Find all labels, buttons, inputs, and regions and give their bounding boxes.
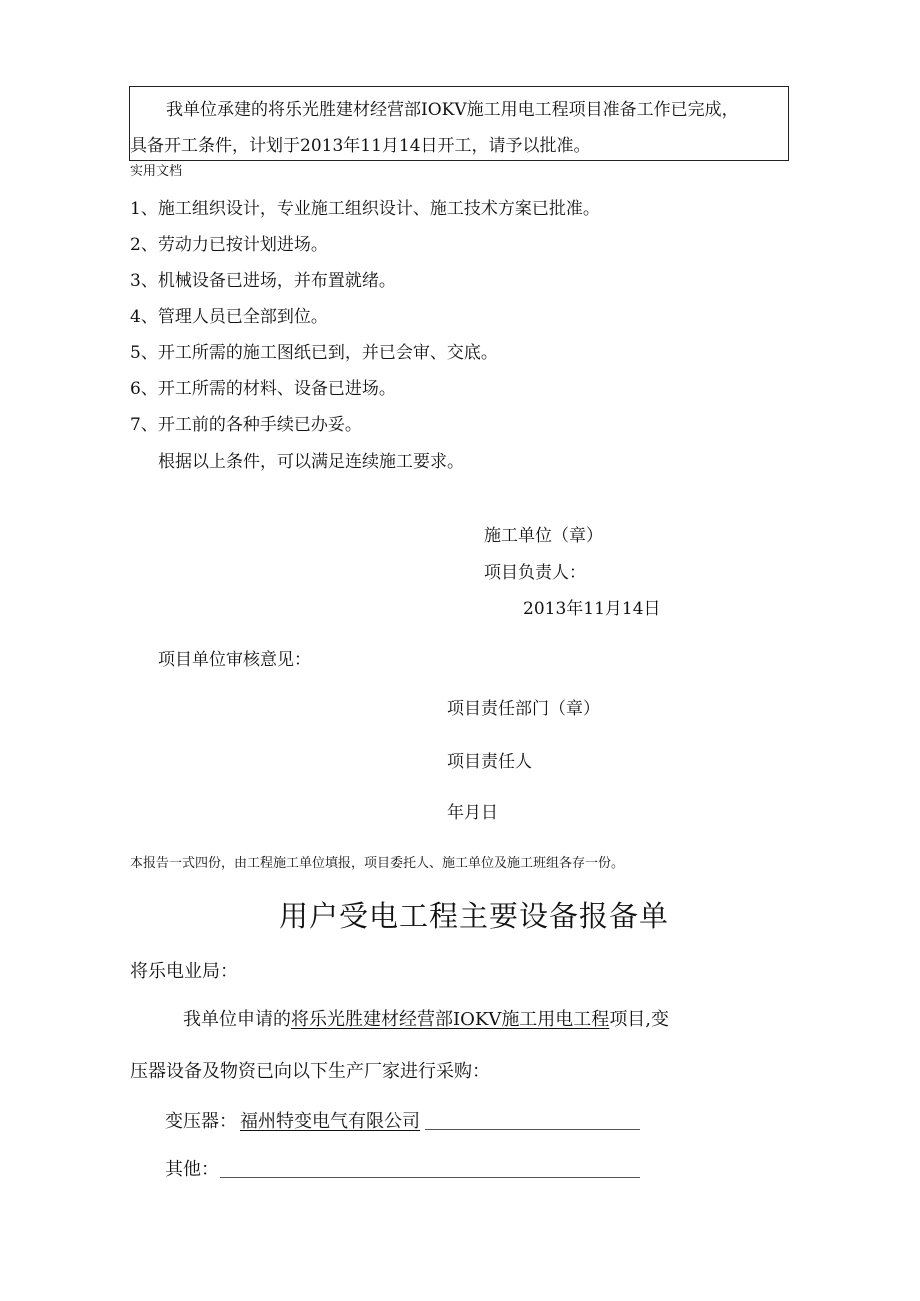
condition-item: 3、机械设备已进场，并布置就绪。 [130, 271, 396, 291]
transformer-value: 福州特变电气有限公司 [240, 1111, 420, 1132]
body-suffix: 项目,变 [609, 1009, 670, 1030]
project-name: 将乐光胜建材经营部IOKV施工用电工程 [291, 1009, 610, 1030]
report-note: 本报告一式四份，由工程施工单位填报，项目委托人、施工单位及施工班组各存一份。 [130, 856, 625, 871]
condition-item: 2、劳动力已按计划进场。 [130, 235, 328, 255]
other-label: 其他： [165, 1159, 219, 1180]
project-manager-label: 项目负责人： [484, 563, 586, 583]
body-prefix: 我单位申请的 [183, 1009, 291, 1030]
condition-item: 4、管理人员已全部到位。 [130, 307, 328, 327]
review-person-label: 项目责任人 [447, 752, 532, 772]
construction-unit-seal: 施工单位（章） [484, 526, 603, 546]
form-title: 用户受电工程主要设备报备单 [279, 899, 670, 933]
transformer-fill-line [425, 1129, 640, 1130]
watermark-label: 实用文档 [130, 164, 183, 179]
condition-item: 1、施工组织设计，专业施工组织设计、施工技术方案已批准。 [130, 199, 600, 219]
condition-item: 7、开工前的各种手续已办妥。 [130, 415, 362, 435]
condition-item: 5、开工所需的施工图纸已到，并已会审、交底。 [130, 343, 498, 363]
conclusion-text: 根据以上条件，可以满足连续施工要求。 [158, 452, 464, 472]
transformer-label: 变压器： [165, 1111, 237, 1132]
intro-line-1: 我单位承建的将乐光胜建材经营部IOKV施工用电工程项目准备工作已完成， [166, 100, 739, 120]
construction-date: 2013年11月14日 [523, 599, 661, 619]
addressee: 将乐电业局： [130, 961, 238, 982]
form-body-line-1 [183, 1008, 669, 1032]
other-fill-line [220, 1177, 640, 1178]
form-body-line-2: 压器设备及物资已向以下生产厂家进行采购： [130, 1061, 490, 1082]
review-label: 项目单位审核意见： [158, 650, 311, 670]
intro-box [129, 86, 789, 161]
review-dept-seal: 项目责任部门（章） [447, 699, 600, 719]
condition-item: 6、开工所需的材料、设备已进场。 [130, 379, 396, 399]
intro-line-2: 具备开工条件，计划于2013年11月14日开工，请予以批准。 [130, 136, 591, 156]
review-date-label: 年月日 [447, 803, 498, 823]
